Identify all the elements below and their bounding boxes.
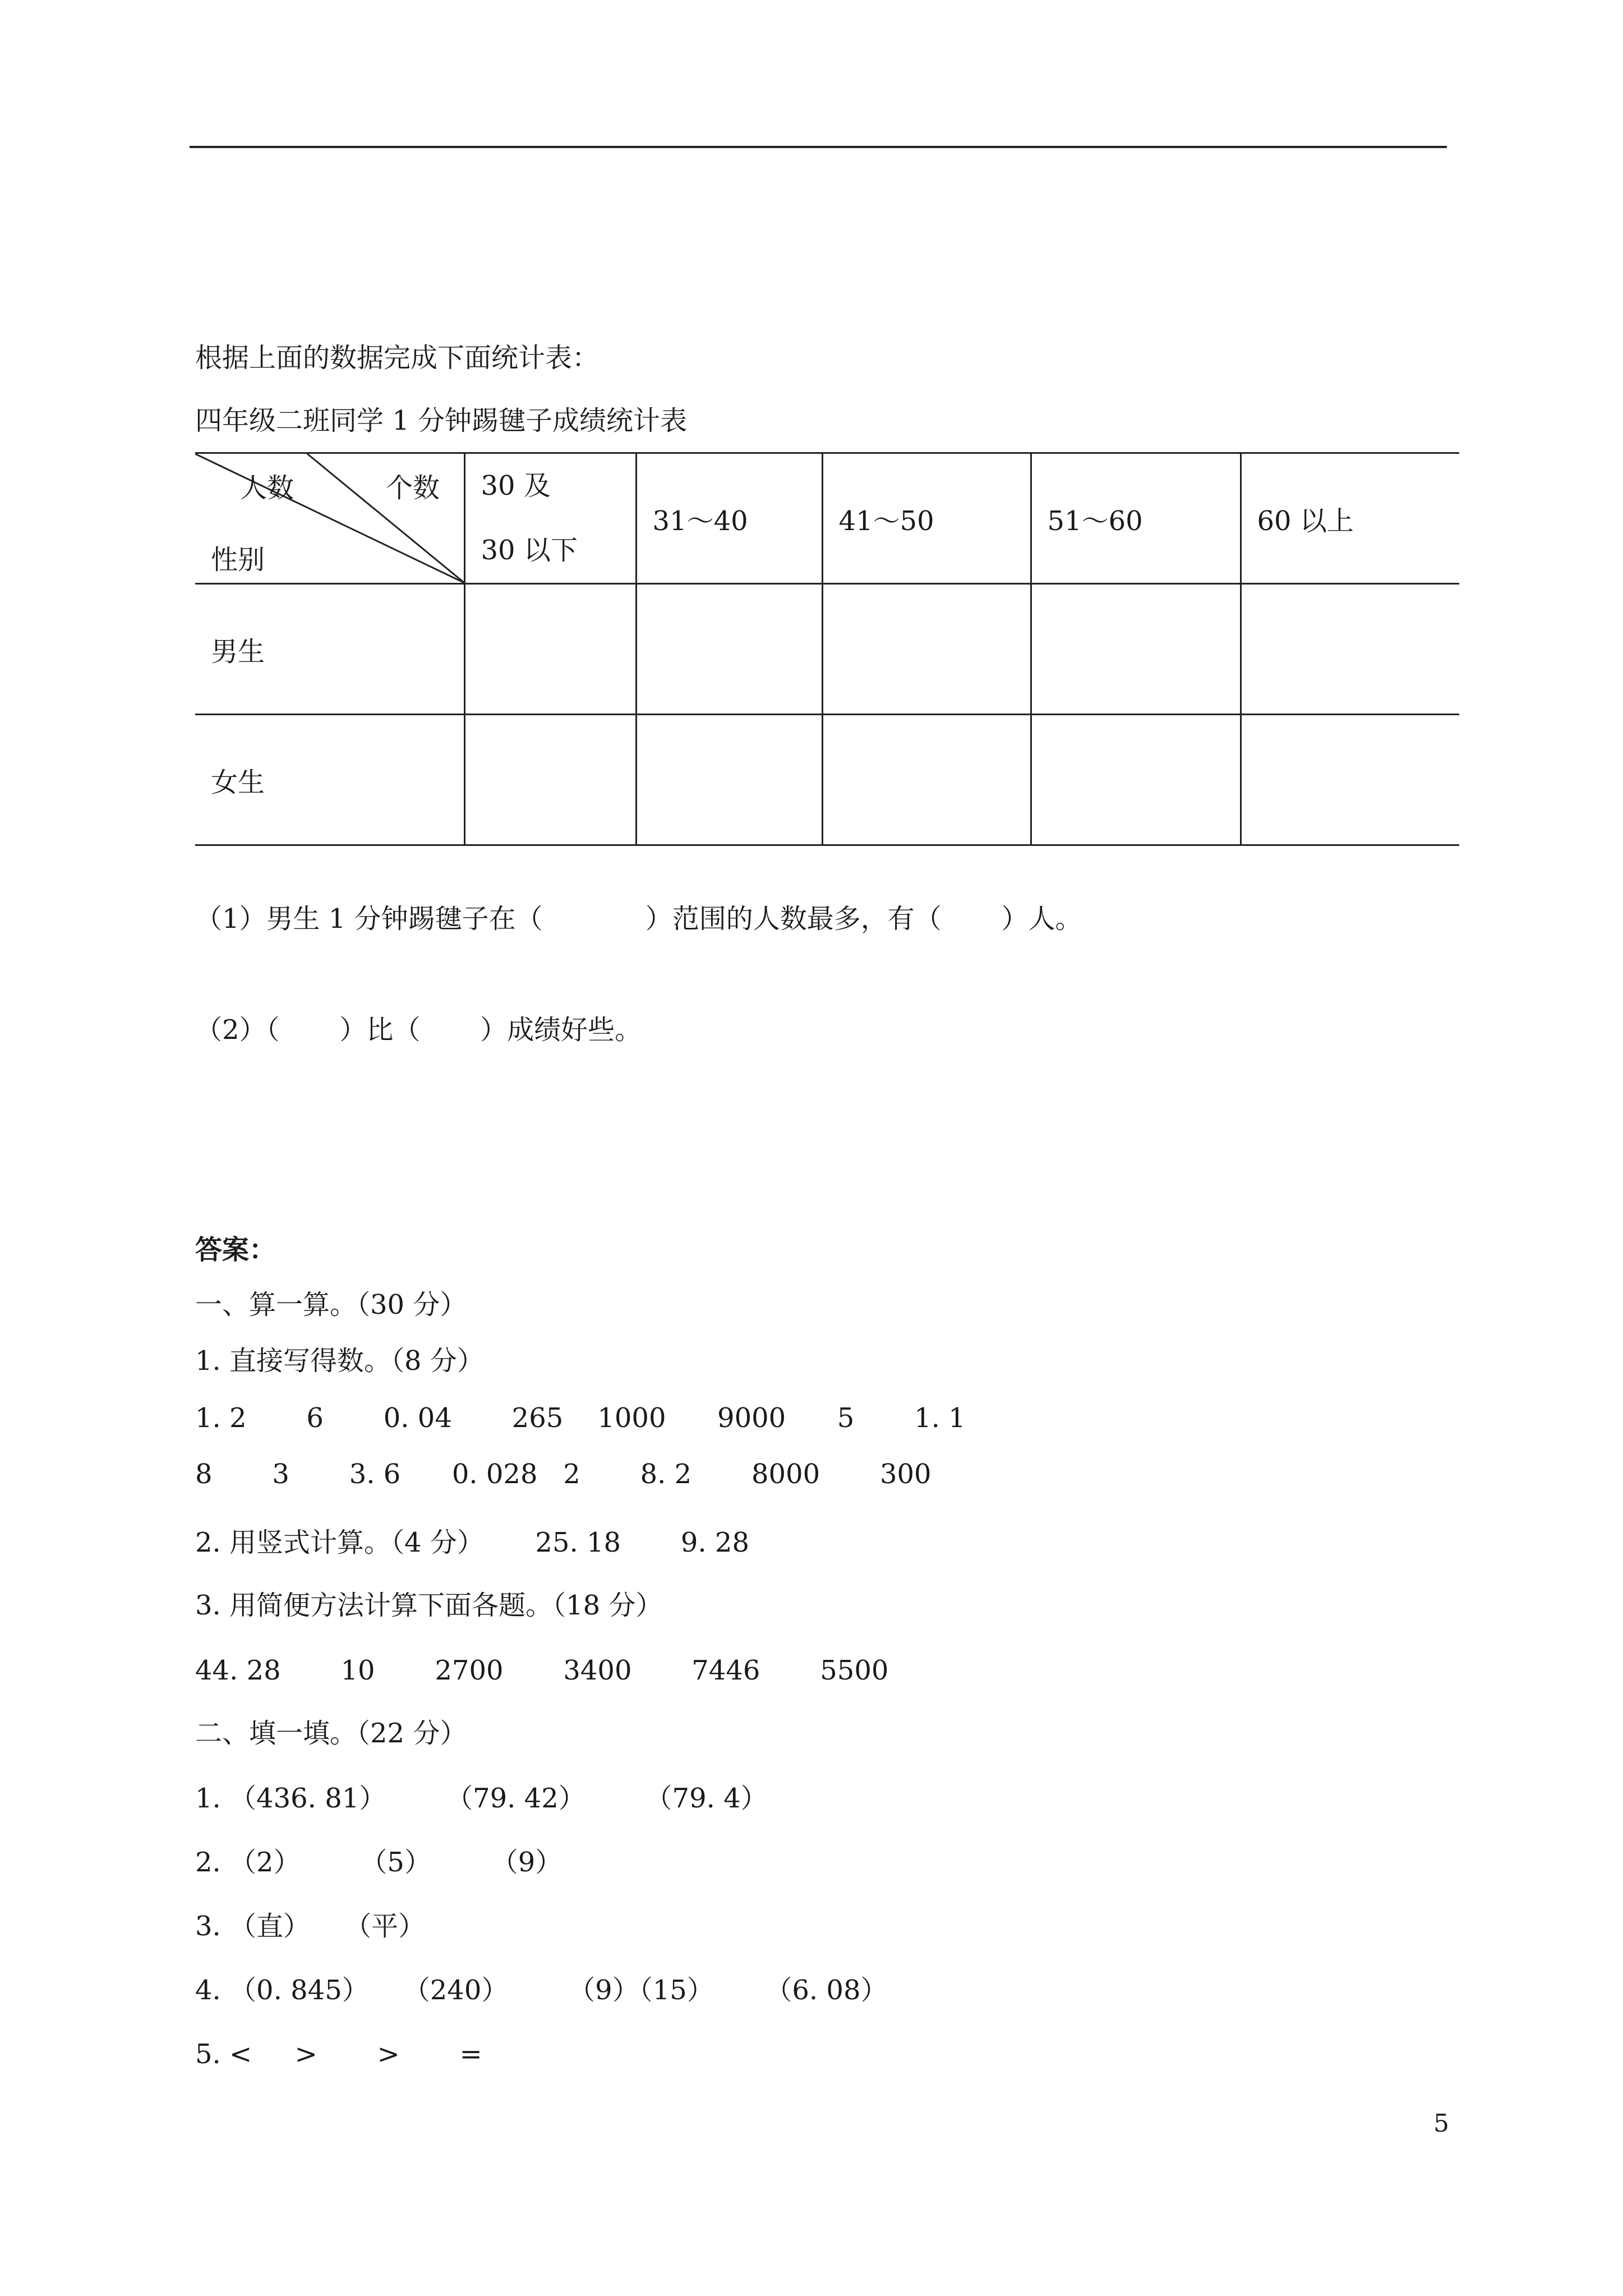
column-header-line1: 30 及 [481,470,551,501]
table-cell [822,715,1031,845]
table-cell [636,715,822,845]
answers-heading: 答案： [195,1234,276,1266]
table-title: 四年级二班同学 1 分钟踢毽子成绩统计表 [195,405,688,436]
answer-line: 2. （2） （5） （9） [195,1847,562,1878]
question-2: （2）（ ）比（ ）成绩好些。 [195,1014,642,1046]
answer-line: 3. （直） （平） [195,1911,426,1942]
corner-label-people: 人数 [240,472,294,504]
page-number: 5 [1433,2109,1449,2138]
answer-line: 5. < > > = [195,2039,482,2070]
table-cell [464,715,636,845]
answer-line: 44. 28 10 2700 3400 7446 5500 [195,1655,889,1686]
header-rule [190,146,1447,148]
table-row-girls [195,715,1459,845]
answer-line: 1. （436. 81） （79. 42） （79. 4） [195,1783,768,1814]
row-label-boys: 男生 [195,584,464,715]
column-header-41-50: 41～50 [822,453,1031,584]
column-header-51-60: 51～60 [1031,453,1241,584]
corner-label-gender: 性别 [211,544,265,576]
statistics-table [195,452,1459,846]
corner-label-count: 个数 [386,472,440,504]
table-cell [1241,584,1459,715]
table-cell [822,584,1031,715]
table-cell [636,584,822,715]
table-cell [464,584,636,715]
corner-header-cell [195,453,464,584]
answer-line: 一、算一算。（30 分） [195,1289,467,1320]
column-header-30-and-below [464,453,636,584]
answer-line: 1. 直接写得数。（8 分） [195,1345,484,1377]
table-cell [1031,715,1241,845]
column-header-60-above: 60 以上 [1241,453,1459,584]
column-header-line2: 30 以下 [481,535,578,566]
answer-line: 4. （0. 845） （240） （9）（15） （6. 08） [195,1975,888,2006]
question-1: （1）男生 1 分钟踢毽子在（ ）范围的人数最多，有（ ）人。 [195,903,1082,935]
table-row-boys [195,584,1459,715]
answer-line: 8 3 3. 6 0. 028 2 8. 2 8000 300 [195,1458,932,1490]
intro-text: 根据上面的数据完成下面统计表： [195,342,600,374]
answer-line: 3. 用简便方法计算下面各题。（18 分） [195,1590,663,1621]
answer-line: 2. 用竖式计算。（4 分） 25. 18 9. 28 [195,1527,750,1558]
table-header-row [195,453,1459,584]
table-cell [1031,584,1241,715]
column-header-31-40: 31～40 [636,453,822,584]
answer-line: 二、填一填。（22 分） [195,1718,467,1749]
row-label-girls: 女生 [195,715,464,845]
answer-line: 1. 2 6 0. 04 265 1000 9000 5 1. 1 [195,1402,966,1434]
table-cell [1241,715,1459,845]
